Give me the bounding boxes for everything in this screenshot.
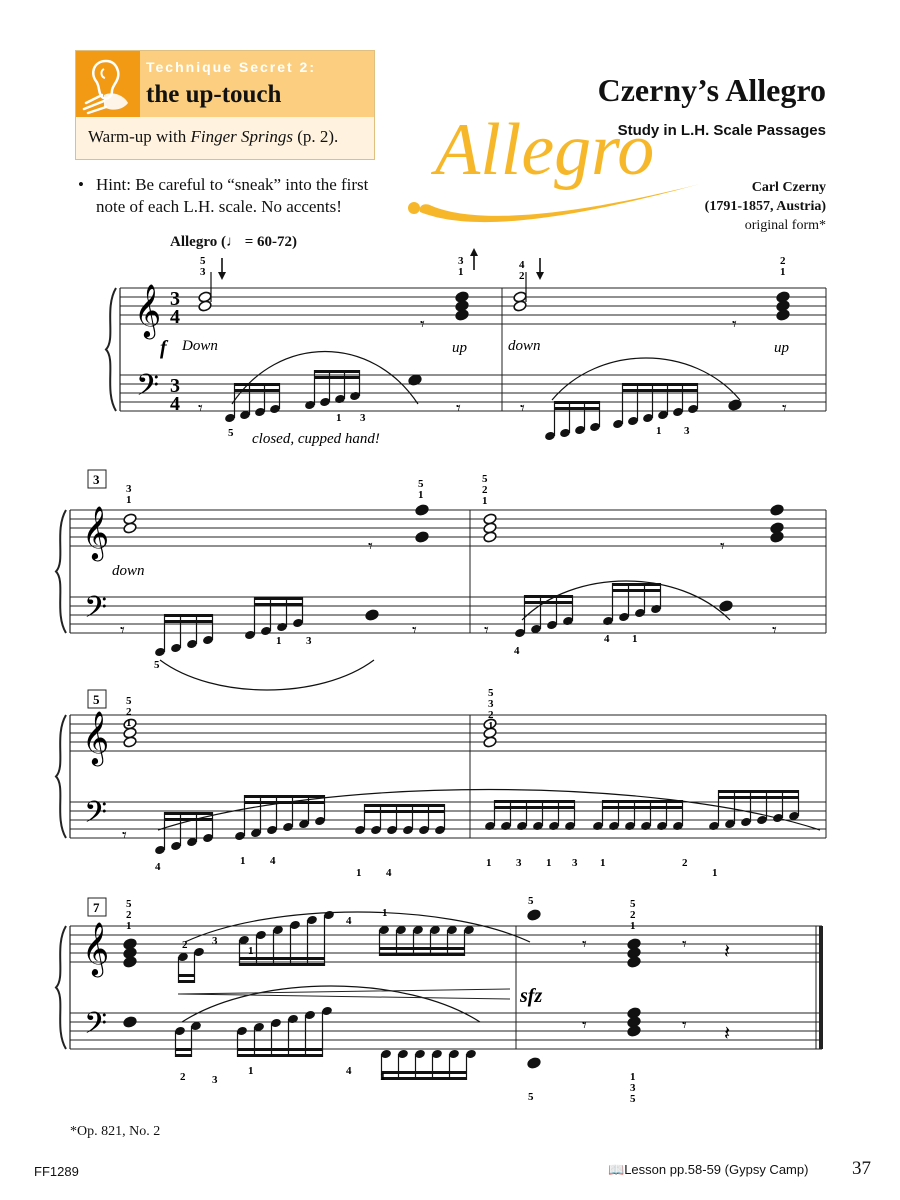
fingering-number: 5 bbox=[200, 255, 206, 267]
expression-text: Down bbox=[182, 338, 218, 354]
composer-form: original form* bbox=[744, 218, 826, 233]
note-beam bbox=[525, 595, 573, 598]
half-note-chord bbox=[483, 531, 497, 543]
fingering-number: 1 bbox=[482, 495, 488, 507]
note-beam bbox=[235, 383, 280, 386]
note-beam bbox=[613, 589, 661, 592]
allegro-decorative-word: Allegro bbox=[435, 109, 655, 191]
fingering-number: 5 bbox=[228, 427, 234, 439]
tempo-label: Allegro bbox=[170, 234, 218, 250]
expression-text: down bbox=[508, 338, 541, 354]
chord-note bbox=[527, 909, 541, 921]
chord-note bbox=[123, 956, 137, 968]
tempo-close: ) bbox=[292, 234, 298, 250]
bass-clef-icon: 𝄢 bbox=[84, 796, 108, 836]
dynamic-forte: f bbox=[160, 337, 167, 359]
quarter-rest-icon: 𝄽 bbox=[724, 1023, 731, 1045]
eighth-rest-icon: 𝄾 bbox=[732, 314, 737, 334]
half-note-chord bbox=[123, 522, 137, 534]
fingering-number: 1 bbox=[336, 412, 342, 424]
note-beam bbox=[495, 800, 575, 803]
eighth-rest-icon: 𝄾 bbox=[520, 398, 525, 418]
eighth-rest-icon: 𝄾 bbox=[198, 398, 203, 418]
note-beam bbox=[165, 620, 213, 623]
eighth-rest-icon: 𝄾 bbox=[484, 620, 489, 640]
half-note-chord bbox=[198, 300, 212, 312]
warmup-suffix: (p. 2). bbox=[292, 127, 339, 146]
note-beam bbox=[382, 1071, 467, 1074]
note-beam bbox=[255, 603, 303, 606]
eighth-rest-icon: 𝄾 bbox=[456, 398, 461, 418]
fingering-number: 2 bbox=[182, 939, 188, 951]
fingering-number: 4 bbox=[519, 259, 525, 271]
chord-note bbox=[365, 609, 379, 621]
fingering-number: 4 bbox=[346, 1065, 352, 1077]
note-beam bbox=[555, 407, 600, 410]
fingering-number: 1 bbox=[126, 920, 132, 932]
fingering-number: 4 bbox=[514, 645, 520, 657]
chord-note bbox=[719, 600, 733, 612]
slur bbox=[185, 912, 530, 942]
fingering-number: 5 bbox=[630, 898, 636, 910]
fingering-number: 1 bbox=[248, 1065, 254, 1077]
fingering-number: 2 bbox=[519, 270, 525, 282]
eighth-rest-icon: 𝄾 bbox=[720, 536, 725, 556]
eighth-rest-icon: 𝄾 bbox=[122, 825, 127, 845]
fingering-number: 3 bbox=[572, 857, 578, 869]
fingering-number: 3 bbox=[360, 412, 366, 424]
note-beam bbox=[255, 597, 303, 600]
fingering-number: 4 bbox=[386, 867, 392, 879]
fingering-number: 1 bbox=[126, 717, 132, 729]
fingering-number: 1 bbox=[248, 945, 254, 957]
fingering-number: 5 bbox=[528, 895, 534, 907]
note-beam bbox=[240, 963, 325, 966]
treble-clef-icon: 𝄞 bbox=[82, 712, 110, 763]
piece-title: Czerny’s Allegro bbox=[597, 72, 826, 108]
fingering-number: 3 bbox=[200, 266, 206, 278]
measure-number: 7 bbox=[93, 900, 100, 915]
slur bbox=[552, 358, 740, 400]
fingering-number: 5 bbox=[488, 687, 494, 699]
fingering-number: 1 bbox=[656, 425, 662, 437]
fingering-number: 1 bbox=[632, 633, 638, 645]
chord-note bbox=[627, 956, 641, 968]
fingering-number: 1 bbox=[458, 266, 464, 278]
fingering-number: 5 bbox=[418, 478, 424, 490]
staves bbox=[56, 284, 826, 1049]
lesson-reference bbox=[608, 1162, 808, 1178]
fingering-number: 3 bbox=[212, 1074, 218, 1086]
chord-note bbox=[415, 531, 429, 543]
book-code: FF1289 bbox=[34, 1164, 79, 1179]
note-beam bbox=[382, 1077, 467, 1080]
fingering-number: 1 bbox=[630, 1071, 636, 1083]
treble-clef-icon: 𝄞 bbox=[82, 923, 110, 974]
expression-text: down bbox=[112, 563, 145, 579]
eighth-rest-icon: 𝄾 bbox=[682, 934, 687, 954]
fingering-number: 1 bbox=[356, 867, 362, 879]
note-beam bbox=[380, 947, 465, 950]
fingering-number: 1 bbox=[240, 855, 246, 867]
eighth-rest-icon: 𝄾 bbox=[412, 620, 417, 640]
fingering-number: 1 bbox=[418, 489, 424, 501]
warmup-prefix: Warm-up with bbox=[88, 127, 191, 146]
technique-secret-label: Technique Secret 2: bbox=[146, 59, 317, 75]
fingering-number: 5 bbox=[528, 1091, 534, 1103]
eighth-rest-icon: 𝄾 bbox=[782, 398, 787, 418]
note-beam bbox=[719, 796, 799, 799]
fingering-number: 5 bbox=[482, 473, 488, 485]
bass-clef-icon: 𝄢 bbox=[84, 1007, 108, 1047]
fingering-number: 3 bbox=[212, 935, 218, 947]
fingering-number: 1 bbox=[600, 857, 606, 869]
bass-clef-icon: 𝄢 bbox=[84, 591, 108, 631]
fingering-number: 5 bbox=[126, 898, 132, 910]
fingering-number: 2 bbox=[180, 1071, 186, 1083]
lesson-reference-text: Lesson pp.58-59 (Gypsy Camp) bbox=[624, 1162, 809, 1177]
fingering-number: 3 bbox=[630, 1082, 636, 1094]
fingering-number: 2 bbox=[682, 857, 688, 869]
tempo-open: ( bbox=[220, 234, 226, 250]
allegro-swoosh bbox=[420, 184, 700, 222]
chord-note bbox=[123, 1016, 137, 1028]
eighth-rest-icon: 𝄾 bbox=[368, 536, 373, 556]
dotted-half-chord bbox=[483, 736, 497, 748]
note-beam bbox=[179, 980, 195, 983]
expression-text: up bbox=[452, 340, 467, 356]
chord-note bbox=[627, 1025, 641, 1037]
footnote: *Op. 821, No. 2 bbox=[70, 1124, 161, 1139]
half-note-chord bbox=[513, 300, 527, 312]
fingering-number: 1 bbox=[276, 635, 282, 647]
chord-note bbox=[776, 309, 790, 321]
allegro-swoosh-dot bbox=[408, 202, 420, 214]
fingering-number: 4 bbox=[270, 855, 276, 867]
eighth-rest-icon: 𝄾 bbox=[772, 620, 777, 640]
fingering-number: 1 bbox=[546, 857, 552, 869]
eighth-rest-icon: 𝄾 bbox=[420, 314, 425, 334]
eighth-rest-icon: 𝄾 bbox=[582, 1015, 587, 1035]
hint-text: Hint: Be careful to “sneak” into the first note of each L.H. scale. No accents! bbox=[96, 175, 369, 216]
fingering-number: 3 bbox=[306, 635, 312, 647]
note-beam bbox=[623, 383, 698, 386]
fingering-number: 3 bbox=[126, 483, 132, 495]
time-signature-digit: 4 bbox=[170, 393, 180, 415]
crescendo-hairpin bbox=[178, 989, 510, 999]
note-beam bbox=[719, 790, 799, 793]
arrow-down-icon bbox=[218, 272, 226, 280]
treble-clef-icon: 𝄞 bbox=[82, 507, 110, 558]
time-signature-digit: 4 bbox=[170, 306, 180, 328]
note-beam bbox=[165, 614, 213, 617]
fingering-number: 2 bbox=[780, 255, 786, 267]
composer-dates: (1791-1857, Austria) bbox=[704, 199, 826, 214]
note-beam bbox=[365, 804, 445, 807]
book-icon: 📖 bbox=[608, 1162, 625, 1177]
fingering-number: 5 bbox=[126, 695, 132, 707]
fingering-number: 1 bbox=[380, 1071, 386, 1083]
fingering-number: 1 bbox=[630, 920, 636, 932]
treble-clef-icon: 𝄞 bbox=[134, 285, 162, 336]
note-beam bbox=[315, 370, 360, 373]
note-beam bbox=[603, 800, 683, 803]
instruction-text: closed, cupped hand! bbox=[252, 431, 380, 447]
note-beam bbox=[623, 389, 698, 392]
fingering-number: 3 bbox=[684, 425, 690, 437]
grand-staff-brace bbox=[106, 288, 116, 411]
fingering-number: 2 bbox=[488, 709, 494, 721]
fingering-number: 3 bbox=[458, 255, 464, 267]
dynamic-sforzando: sfz bbox=[520, 985, 543, 1007]
fingering-number: 1 bbox=[382, 907, 388, 919]
fingering-number: 5 bbox=[154, 659, 160, 671]
warmup-exercise: Finger Springs bbox=[190, 127, 293, 146]
fingering-number: 1 bbox=[712, 867, 718, 879]
time-signature-digit: 3 bbox=[170, 375, 180, 397]
quarter-note-icon: ♩ bbox=[225, 234, 241, 250]
quarter-rest-icon: 𝄽 bbox=[724, 941, 731, 963]
note-beam bbox=[380, 953, 465, 956]
bass-clef-icon: 𝄢 bbox=[136, 369, 160, 409]
fingering-number: 1 bbox=[126, 494, 132, 506]
eighth-rest-icon: 𝄾 bbox=[682, 1015, 687, 1035]
note-beam bbox=[165, 812, 213, 815]
note-beam bbox=[495, 806, 575, 809]
note-beam bbox=[525, 601, 573, 604]
note-beam bbox=[176, 1054, 192, 1057]
notes bbox=[120, 248, 820, 1080]
chord-note bbox=[770, 504, 784, 516]
note-beam bbox=[238, 1048, 323, 1051]
piece-subtitle: Study in L.H. Scale Passages bbox=[617, 122, 826, 139]
note-beam bbox=[240, 957, 325, 960]
measure-number: 5 bbox=[93, 692, 100, 707]
chord-note bbox=[455, 309, 469, 321]
final-barline-thick bbox=[819, 926, 823, 1049]
arrow-up-icon bbox=[470, 248, 478, 256]
page-number: 37 bbox=[852, 1158, 871, 1179]
note-beam bbox=[179, 974, 195, 977]
fingering-number: 3 bbox=[488, 698, 494, 710]
technique-secret-title: the up-touch bbox=[146, 81, 282, 108]
fingering-number: 1 bbox=[488, 720, 494, 732]
fingering-number: 2 bbox=[126, 909, 132, 921]
slur bbox=[160, 660, 374, 690]
measure-number: 3 bbox=[93, 472, 100, 487]
eighth-rest-icon: 𝄾 bbox=[120, 620, 125, 640]
composer-name: Carl Czerny bbox=[751, 180, 826, 195]
fingering-number: 2 bbox=[482, 484, 488, 496]
chord-note bbox=[770, 531, 784, 543]
note-beam bbox=[555, 401, 600, 404]
dotted-half-chord bbox=[123, 736, 137, 748]
fingering-number: 2 bbox=[630, 909, 636, 921]
chord-note bbox=[728, 399, 742, 411]
tempo-value: = 60-72 bbox=[244, 234, 293, 250]
expression-text: up bbox=[774, 340, 789, 356]
fingering-number: 4 bbox=[604, 633, 610, 645]
eighth-rest-icon: 𝄾 bbox=[582, 934, 587, 954]
chord-note bbox=[527, 1057, 541, 1069]
fingering-number: 4 bbox=[346, 915, 352, 927]
hint-bullet: • bbox=[78, 175, 84, 194]
arrow-down-icon bbox=[536, 272, 544, 280]
grand-staff-brace bbox=[56, 926, 66, 1049]
note-beam bbox=[603, 806, 683, 809]
note-beam bbox=[315, 376, 360, 379]
fingering-number: 1 bbox=[486, 857, 492, 869]
notation-text bbox=[88, 255, 790, 1105]
grand-staff-brace bbox=[56, 510, 66, 633]
note-beam bbox=[245, 795, 325, 798]
note-beam bbox=[176, 1048, 192, 1051]
grand-staff-brace bbox=[56, 715, 66, 838]
fingering-number: 3 bbox=[516, 857, 522, 869]
fingering-number: 5 bbox=[630, 1093, 636, 1105]
fingering-number: 1 bbox=[780, 266, 786, 278]
time-signature-digit: 3 bbox=[170, 288, 180, 310]
fingering-number: 2 bbox=[126, 706, 132, 718]
note-beam bbox=[238, 1054, 323, 1057]
note-beam bbox=[365, 810, 445, 813]
fingering-number: 4 bbox=[155, 861, 161, 873]
chord-note bbox=[415, 504, 429, 516]
